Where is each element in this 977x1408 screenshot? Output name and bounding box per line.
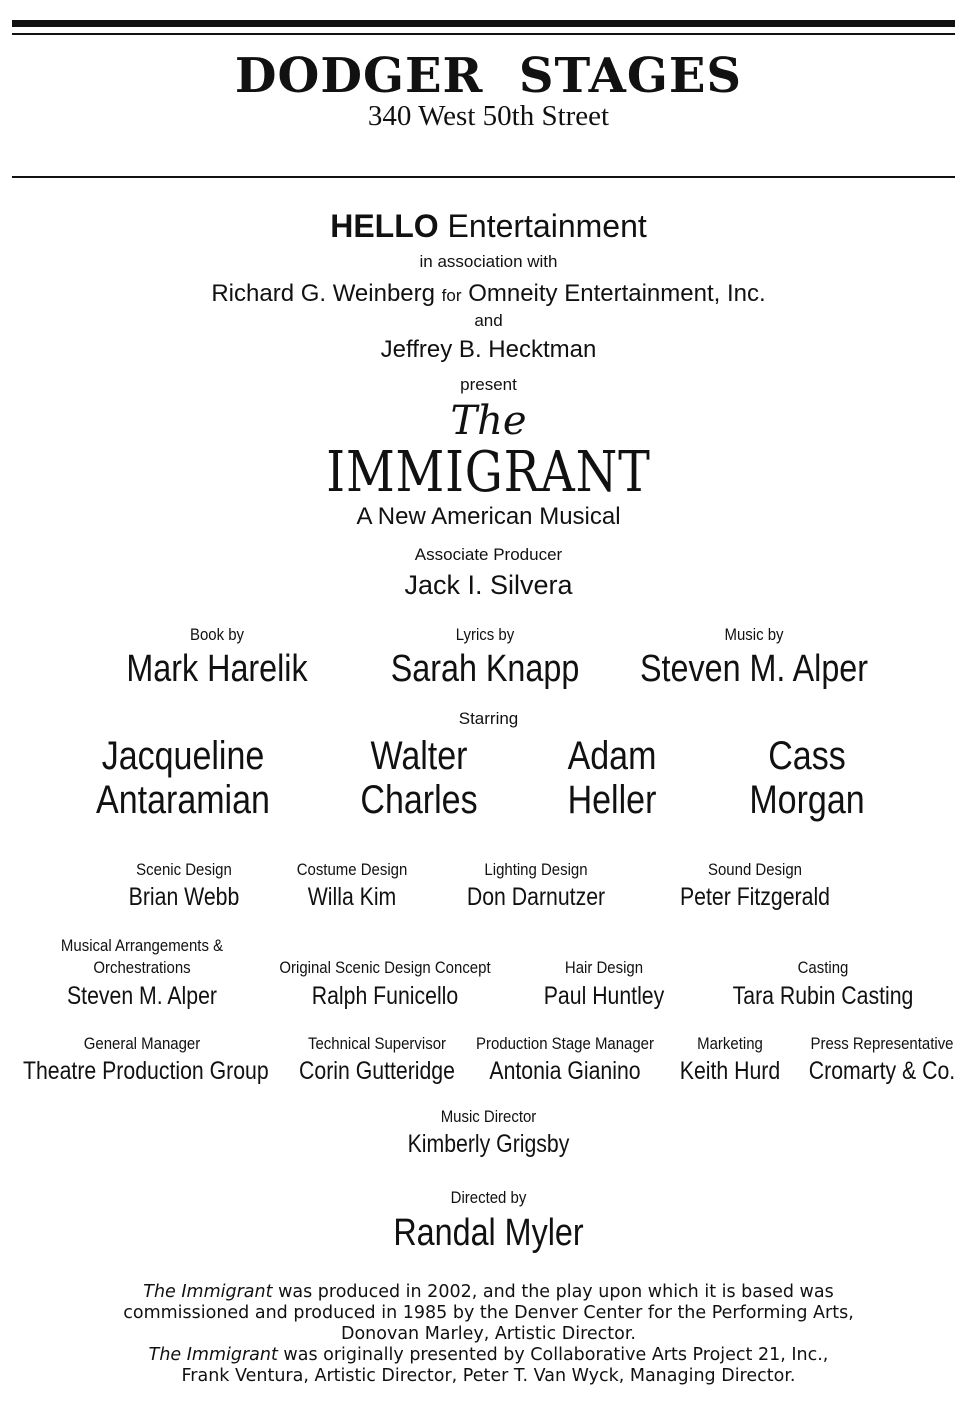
star-2 [326, 734, 513, 822]
footer-line4 [0, 1345, 977, 1366]
associate-producer-label: Associate Producer [414, 545, 563, 564]
and-text: and [474, 311, 503, 330]
book-name: Mark Harelik [126, 648, 308, 690]
press-label: Press Representative [810, 1034, 954, 1053]
music-label: Music by [724, 625, 784, 644]
casting-label: Casting [797, 958, 849, 977]
casting-name: Tara Rubin Casting [732, 982, 914, 1010]
costume-label: Costume Design [296, 860, 408, 879]
star-2-line1: Walter [370, 734, 468, 778]
tech-name: Corin Gutteridge [299, 1057, 455, 1085]
director-label: Directed by [450, 1188, 527, 1207]
costume-name: Willa Kim [307, 883, 397, 911]
presenter-for: for [441, 286, 462, 305]
assoc-text: in association with [419, 252, 558, 271]
show-subtitle: A New American Musical [356, 503, 621, 530]
star-1-line2: Antaramian [96, 778, 270, 822]
divider-rule [12, 176, 955, 178]
top-rule-thin [12, 33, 955, 35]
star-2-line2: Charles [360, 778, 478, 822]
star-3-line2: Heller [567, 778, 657, 822]
director-name: Randal Myler [393, 1212, 584, 1254]
music-director-name: Kimberly Grigsby [407, 1130, 570, 1158]
hair-label: Hair Design [564, 958, 644, 977]
show-title-the: The [450, 398, 527, 444]
starring-label: Starring [458, 709, 519, 728]
hair-name: Paul Huntley [543, 982, 665, 1010]
venue-name [0, 48, 977, 104]
footer-line3: Donovan Marley, Artistic Director. [340, 1324, 636, 1344]
footer-line1 [0, 1282, 977, 1303]
footer-line5: Frank Ventura, Artistic Director, Peter T. Van Wyck, Managing Director. [181, 1366, 796, 1386]
presenter-line2 [0, 280, 977, 308]
scenic-name: Brian Webb [128, 883, 240, 911]
arrangements-label2: Orchestrations [93, 958, 191, 977]
presenter-company [0, 208, 977, 245]
presenter-company-rest: Entertainment [447, 208, 647, 244]
gm-name: Theatre Production Group [23, 1057, 269, 1085]
scenic-label: Scenic Design [136, 860, 232, 879]
psm-name: Antonia Gianino [489, 1057, 641, 1085]
sound-label: Sound Design [708, 860, 802, 879]
star-4-line1: Cass [768, 734, 846, 778]
marketing-label: Marketing [697, 1034, 763, 1053]
lyrics-name: Sarah Knapp [390, 648, 580, 690]
footer-line2: commissioned and produced in 1985 by the Denver Center for the Performing Arts, [123, 1303, 854, 1323]
gm-label: General Manager [83, 1034, 201, 1053]
star-3 [527, 734, 697, 822]
press-name: Cromarty & Co. [808, 1057, 956, 1085]
music-name: Steven M. Alper [639, 648, 869, 690]
tech-label: Technical Supervisor [307, 1034, 447, 1053]
presenter-company-bold: HELLO [330, 208, 439, 244]
associate-producer-name: Jack I. Silvera [404, 570, 573, 600]
concept-name: Ralph Funicello [311, 982, 459, 1010]
lyrics-label: Lyrics by [455, 625, 515, 644]
star-1 [73, 734, 294, 822]
footer-title2: The Immigrant [148, 1345, 278, 1365]
psm-label: Production Stage Manager [476, 1034, 654, 1053]
marketing-name: Keith Hurd [679, 1057, 781, 1085]
footer-line1-rest: was produced in 2002, and the play upon which it is based was [272, 1282, 834, 1302]
venue-name-1: DODGER [234, 48, 484, 104]
show-title: IMMIGRANT [326, 440, 651, 505]
footer-line4-rest: was originally presented by Collaborative Arts Project 21, Inc., [277, 1345, 829, 1365]
presenter-company2: Omneity Entertainment, Inc. [468, 280, 766, 307]
present-text: present [460, 375, 517, 394]
arrangements-label: Musical Arrangements & [60, 936, 224, 955]
star-4-line2: Morgan [749, 778, 865, 822]
book-label: Book by [189, 625, 245, 644]
lighting-name: Don Darnutzer [466, 883, 606, 911]
footer-title1: The Immigrant [143, 1282, 273, 1302]
lighting-label: Lighting Design [484, 860, 588, 879]
music-director-label: Music Director [440, 1107, 537, 1126]
presenter-person1: Richard G. Weinberg [211, 280, 435, 307]
star-4 [714, 734, 901, 822]
star-1-line1: Jacqueline [101, 734, 265, 778]
star-3-line1: Adam [567, 734, 657, 778]
venue-address: 340 West 50th Street [367, 100, 610, 132]
presenter-person2: Jeffrey B. Hecktman [380, 336, 597, 363]
venue-name-2: STAGES [518, 48, 743, 104]
arrangements-name: Steven M. Alper [66, 982, 217, 1010]
footer-notes [0, 1282, 977, 1387]
top-rule-thick [12, 20, 955, 27]
concept-label: Original Scenic Design Concept [279, 958, 491, 977]
sound-name: Peter Fitzgerald [680, 883, 830, 911]
